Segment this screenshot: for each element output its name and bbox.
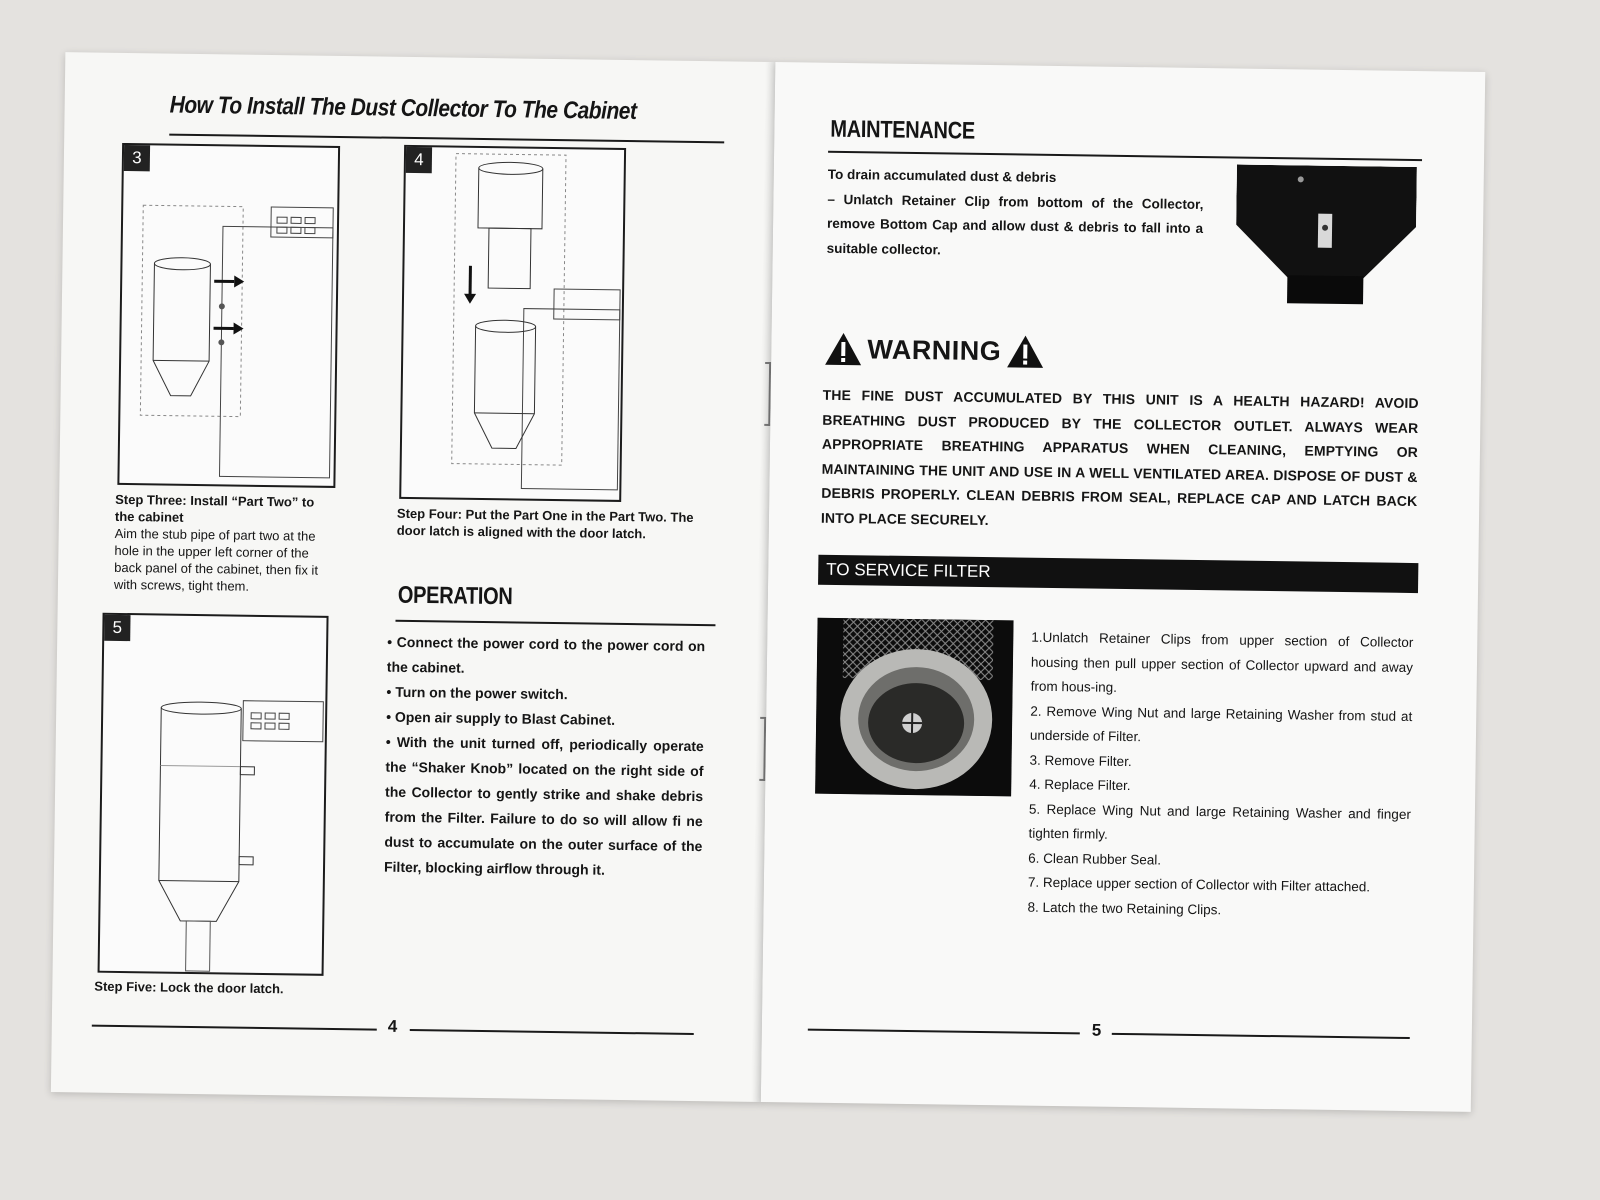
caption-bold: Step Three: Install “Part Two” to the cabinet xyxy=(114,491,315,525)
footer-rule-right xyxy=(1112,1033,1410,1039)
warning-header xyxy=(823,331,1045,370)
figure-5-caption xyxy=(94,978,394,999)
figure-number: 3 xyxy=(124,145,150,171)
figure-number: 5 xyxy=(104,615,130,641)
caption-text: Aim the stub pipe of part two at the hole in the upper left corner of the back panel of the cabinet, then fix it with screws, tight them. xyxy=(113,525,319,594)
page-number: 5 xyxy=(1091,1020,1102,1040)
warning-triangle-icon xyxy=(1005,333,1045,370)
figure-3 xyxy=(117,143,340,488)
title-rule xyxy=(169,134,724,144)
service-step: 8. Latch the two Retaining Clips. xyxy=(1027,899,1222,917)
service-step: 6. Clean Rubber Seal. xyxy=(1028,850,1162,868)
figure-5 xyxy=(98,613,329,976)
operation-list xyxy=(384,630,705,884)
operation-title: OPERATION xyxy=(397,582,513,611)
warning-label: WARNING xyxy=(867,333,1002,366)
hopper-image xyxy=(1235,165,1417,323)
filter-image xyxy=(815,618,1013,797)
service-step: 7. Replace upper section of Collector with Filter attached. xyxy=(1027,874,1371,895)
filter-photo xyxy=(815,618,1013,797)
operation-rule xyxy=(395,620,715,626)
figure-3-caption xyxy=(114,491,337,596)
caption-bold: Step Four: Put the Part One in the Part Two. The door latch is aligned with the door latch. xyxy=(396,505,694,542)
maintenance-rule xyxy=(828,151,1422,161)
service-step: 4. Replace Filter. xyxy=(1029,776,1131,794)
service-step: 5. Replace Wing Nut and large Retaining Washer and finger tighten firmly. xyxy=(1028,801,1411,842)
service-step: 1.Unlatch Retainer Clips from upper section of Collector housing then pull upper section of Collector upward and away from hous-ing. xyxy=(1030,629,1414,695)
operation-item: • Turn on the power switch. xyxy=(386,683,568,703)
service-steps xyxy=(1027,626,1413,925)
right-page xyxy=(761,62,1485,1112)
maintenance-line1: To drain accumulated dust & debris xyxy=(827,166,1057,185)
warning-text: THE FINE DUST ACCUMULATED BY THIS UNIT IS A HEALTH HAZARD! AVOID BREATHING DUST PRODUCED BY THE COLLECTOR OUTLET. ALWAYS WEAR APPROPRIATE BREATHING APPARATUS WHEN CLEANING, EMPTYING OR MAINTAINING THE UNIT AND USE IN A WELL VENTILATED AREA. DISPOSE OF DUST & DEBRIS PROPERLY. CLEAN DEBRIS FROM SEAL, REPLACE CAP AND LATCH BACK INTO PLACE SECURELY. xyxy=(820,386,1419,528)
booklet xyxy=(51,52,1486,1122)
install-title: How To Install The Dust Collector To The Cabinet xyxy=(169,91,637,125)
page-number: 4 xyxy=(387,1016,398,1036)
hopper-photo xyxy=(1235,165,1417,323)
service-filter-bar: TO SERVICE FILTER xyxy=(818,555,1418,593)
operation-item: • Open air supply to Blast Cabinet. xyxy=(386,708,616,728)
operation-item: • With the unit turned off, periodically operate the “Shaker Knob” located on the right side of the Collector to gently strike and shake debris from the Filter. Failure to do so will allow fi ne dust to accumulate on the outer surface of the Filter, blocking airflow through it. xyxy=(383,733,704,878)
maintenance-text xyxy=(827,163,1204,266)
footer-rule-left xyxy=(92,1025,377,1030)
footer-rule-right xyxy=(410,1029,694,1034)
operation-item: • Connect the power cord to the power cord on the cabinet. xyxy=(386,633,706,676)
caption-bold: Step Five: Lock the door latch. xyxy=(94,978,284,997)
warning-triangle-icon xyxy=(823,331,863,368)
footer-rule-left xyxy=(808,1029,1080,1034)
collector-assembly-illustration xyxy=(401,147,624,500)
collector-locked-illustration xyxy=(100,615,327,974)
figure-number: 4 xyxy=(406,147,432,173)
maintenance-title: MAINTENANCE xyxy=(830,116,976,145)
service-step: 2. Remove Wing Nut and large Retaining Washer from stud at underside of Filter. xyxy=(1029,703,1413,745)
collector-install-illustration xyxy=(119,145,338,486)
figure-4-caption xyxy=(397,505,717,543)
maintenance-line2: – Unlatch Retainer Clip from bottom of the Collector, remove Bottom Cap and allow dust & debris to fall into a suitable collector. xyxy=(826,191,1204,257)
left-page xyxy=(51,52,775,1102)
figure-4 xyxy=(399,145,626,502)
service-step: 3. Remove Filter. xyxy=(1029,752,1132,769)
